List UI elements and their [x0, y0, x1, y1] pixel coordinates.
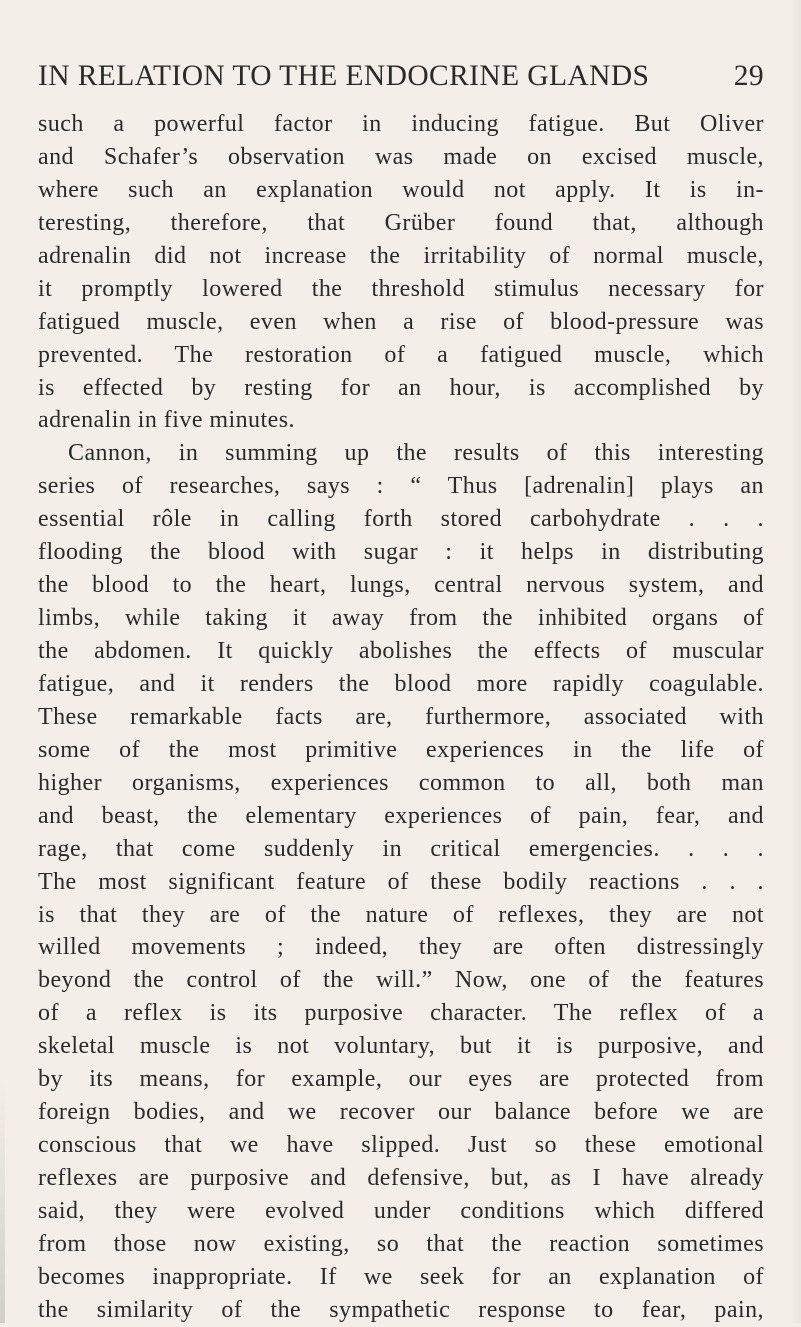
text-line: The most significant feature of these bodily reactions . . .: [38, 868, 764, 895]
text-line: fatigued muscle, even when a rise of blood-pressure was: [38, 308, 764, 335]
text-line: some of the most primitive experiences in the life of: [38, 736, 764, 763]
text-line: essential rôle in calling forth stored carbohydrate . . .: [38, 506, 764, 533]
text-line: is effected by resting for an hour, is accomplished by: [38, 374, 764, 401]
text-line: of a reflex is its purposive character. The reflex of a: [38, 1000, 764, 1027]
text-line: the abdomen. It quickly abolishes the effects of muscular: [38, 638, 764, 664]
text-line: higher organisms, experiences common to all, both man: [38, 769, 764, 796]
text-line: said, they were evolved under conditions which differed: [38, 1197, 764, 1224]
page-edge-shadow: [790, 0, 801, 1323]
text-line: series of researches, says : “ Thus [adrenalin] plays an: [38, 473, 764, 500]
text-line: prevented. The restoration of a fatigued muscle, which: [38, 341, 764, 368]
text-line: the similarity of the sympathetic response to fear, pain,: [38, 1296, 764, 1323]
scan-margin-mark: [0, 1080, 5, 1323]
text-line: adrenalin in five minutes.: [38, 407, 295, 434]
text-line: reflexes are purposive and defensive, but, as I have already: [38, 1165, 764, 1191]
text-line: it promptly lowered the threshold stimulus necessary for: [38, 275, 764, 302]
text-line: by its means, for example, our eyes are protected from: [38, 1066, 764, 1093]
text-line: skeletal muscle is not voluntary, but it is purposive, and: [38, 1033, 764, 1060]
running-head: [38, 56, 764, 96]
text-line: rage, that come suddenly in critical emergencies. . . .: [38, 835, 764, 862]
text-line: These remarkable facts are, furthermore, associated with: [38, 703, 764, 730]
text-line: flooding the blood with sugar : it helps in distributing: [38, 539, 764, 566]
text-line: fatigue, and it renders the blood more rapidly coagulable.: [38, 670, 764, 697]
text-line: where such an explanation would not apply. It is in-: [38, 176, 764, 203]
text-line: and Schafer’s observation was made on excised muscle,: [38, 143, 764, 170]
text-line: such a powerful factor in inducing fatigue. But Oliver: [38, 111, 764, 137]
text-line: limbs, while taking it away from the inhibited organs of: [38, 605, 764, 632]
text-line: beyond the control of the will.” Now, one of the features: [38, 967, 764, 994]
text-line: adrenalin did not increase the irritability of normal muscle,: [38, 242, 764, 269]
text-line: becomes inappropriate. If we seek for an explanation of: [38, 1263, 764, 1290]
body-text: [38, 108, 764, 1327]
text-line: Cannon, in summing up the results of this interesting: [68, 440, 764, 467]
text-line: and beast, the elementary experiences of pain, fear, and: [38, 802, 764, 829]
text-line: from those now existing, so that the reaction sometimes: [38, 1230, 764, 1257]
text-line: the blood to the heart, lungs, central nervous system, and: [38, 572, 764, 599]
running-head-title: IN RELATION TO THE ENDOCRINE GLANDS: [38, 60, 650, 92]
text-line: teresting, therefore, that Grüber found that, although: [38, 209, 764, 236]
page-number: 29: [733, 60, 764, 92]
text-line: willed movements ; indeed, they are often distressingly: [38, 934, 764, 961]
text-line: foreign bodies, and we recover our balance before we are: [38, 1099, 764, 1126]
text-line: conscious that we have slipped. Just so these emotional: [38, 1132, 764, 1159]
text-line: is that they are of the nature of reflexes, they are not: [38, 901, 764, 928]
